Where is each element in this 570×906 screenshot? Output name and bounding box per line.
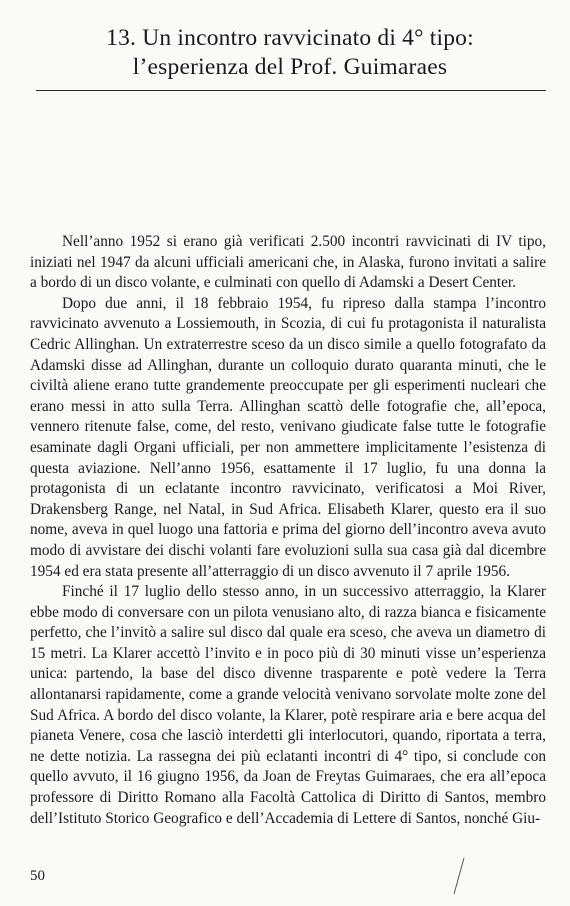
chapter-title xyxy=(30,24,550,82)
body-text xyxy=(30,232,546,829)
paragraph-2: Dopo due anni, il 18 febbraio 1954, fu ripreso dalla stampa l’incontro ravvicinato avvenuto a Lossiemouth, in Scozia, di cui fu protagonista il naturalista Cedric Allinghan. Un extraterrestre sceso da un disco simile a quello fotografato da Adamski disse ad Allinghan, durante un colloquio durato quaranta minuti, che le civiltà aliene erano tutte grandemente preoccupate per gli esperimenti nucleari che erano messi in atto sulla Terra. Allinghan scattò delle fotografie che, all’epoca, vennero ritenute false, come, del resto, venivano giudicate false tutte le fotografie esaminate dagli Organi ufficiali, per non ammettere implicitamente l’esistenza di questa aviazione. Nell’anno 1956, esattamente il 17 luglio, fu una donna la protagonista di un eclatante incontro ravvicinato, verificatosi a Moi River, Drakensberg Range, nel Natal, in Sud Africa. Elisabeth Klarer, questo era il suo nome, aveva in quel luogo una fattoria e prima del giorno dell’incontro aveva avuto modo di avvistare dei dischi volanti fare evoluzioni sulla sua casa già dal dicembre 1954 ed era stata presente all’atterraggio di un disco avvenuto il 7 aprile 1956. xyxy=(30,294,546,580)
paragraph-1: Nell’anno 1952 si erano già verificati 2.500 incontri ravvicinati di IV tipo, iniziati nel 1947 da alcuni ufficiali americani che, in Alaska, furono invitati a salire a bordo di un disco volante, e culminati con quello di Adamski a Desert Center. xyxy=(30,233,546,292)
paragraph-3: Finché il 17 luglio dello stesso anno, in un successivo atterraggio, la Klarer ebbe modo di conversare con un pilota venusiano alto, di razza bianca e fisicamente perfetto, che l’invitò a salire sul disco dal quale era sceso, che aveva un diametro di 15 metri. La Klarer accettò l’invito e in poco più di 30 minuti visse un’esperienza unica: partendo, la base del disco divenne trasparente e potè vedere la Terra allontanarsi rapidamente, come a grande velocità venivano sorvolate molte zone del Sud Africa. A bordo del disco volante, la Klarer, potè respirare aria e bere acqua del pianeta Venere, cosa che lasciò interdetti gli interlocutori, quando, riportata a terra, ne dette notizia. La rassegna dei più eclatanti incontri di 4° tipo, si conclude con quello avvuto, il 16 giugno 1956, da Joan de Freytas Guimaraes, che era all’epoca professore di Diritto Romano alla Facoltà Cattolica di Diritto di Santos, membro dell’Istituto Storico Geografico e dell’Accademia di Lettere di Santos, nonché Giu- xyxy=(30,583,546,827)
chapter-title-line-2: l’esperienza del Prof. Guimaraes xyxy=(132,54,448,80)
pencil-mark xyxy=(448,856,468,896)
chapter-title-line-1: 13. Un incontro ravvicinato di 4° tipo: xyxy=(106,25,474,51)
page-number: 50 xyxy=(30,868,45,884)
title-divider xyxy=(36,90,546,91)
